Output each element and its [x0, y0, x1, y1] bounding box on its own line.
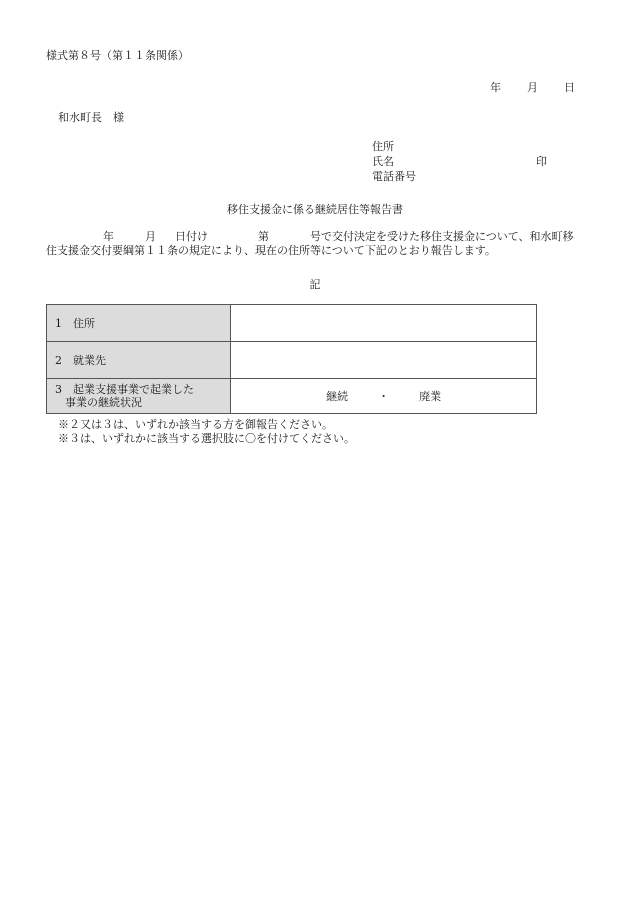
seal-mark: 印 [536, 155, 547, 168]
choice-close[interactable]: 廃業 [419, 390, 442, 403]
business-status-choices [231, 379, 537, 414]
body-month: 月 [145, 230, 156, 243]
body-line-1-rest: 号で交付決定を受けた移住支援金について、和水町移 [310, 230, 574, 243]
row-label-business-line1: 3 起業支援事業で起業した [55, 383, 194, 396]
name-row [372, 154, 547, 169]
note-1: ※２又は３は、いずれか該当する方を御報告ください。 [58, 418, 333, 431]
body-year: 年 [103, 230, 114, 243]
note-2: ※３は、いずれかに該当する選択肢に〇を付けてください。 [58, 432, 355, 445]
table-row [47, 379, 537, 414]
date-year: 年 [490, 81, 501, 94]
body-dai: 第 [258, 230, 269, 243]
document-title: 移住支援金に係る継続居住等報告書 [227, 203, 403, 216]
table-row [47, 305, 537, 342]
report-table [46, 304, 537, 414]
address-label: 住所 [372, 140, 394, 153]
choice-continue[interactable]: 継続 [326, 390, 349, 403]
choice-separator: ・ [378, 390, 390, 403]
notes [58, 418, 355, 446]
body-dated: 日付け [175, 230, 208, 243]
row-label-address: 1 住所 [47, 305, 231, 342]
row-label-employer: 2 就業先 [47, 342, 231, 379]
body-line-1 [46, 230, 586, 244]
form-number: 様式第８号（第１１条関係） [46, 49, 189, 62]
applicant-block [372, 139, 547, 184]
addressee: 和水町長 様 [58, 111, 124, 124]
date-day: 日 [564, 81, 575, 94]
row-label-business-line2: 事業の継続状況 [65, 396, 142, 409]
row-value-employer[interactable] [231, 342, 537, 379]
date-line [490, 79, 575, 95]
body-text [46, 230, 586, 258]
row-label-business-status [47, 379, 231, 414]
date-month: 月 [527, 81, 538, 94]
table-row [47, 342, 537, 379]
phone-label: 電話番号 [372, 170, 416, 183]
row-value-address[interactable] [231, 305, 537, 342]
ki-heading: 記 [309, 278, 321, 291]
body-line-2: 住支援金交付要綱第１１条の規定により、現在の住所等について下記のとおり報告します。 [46, 244, 496, 257]
name-label: 氏名 [372, 155, 394, 168]
